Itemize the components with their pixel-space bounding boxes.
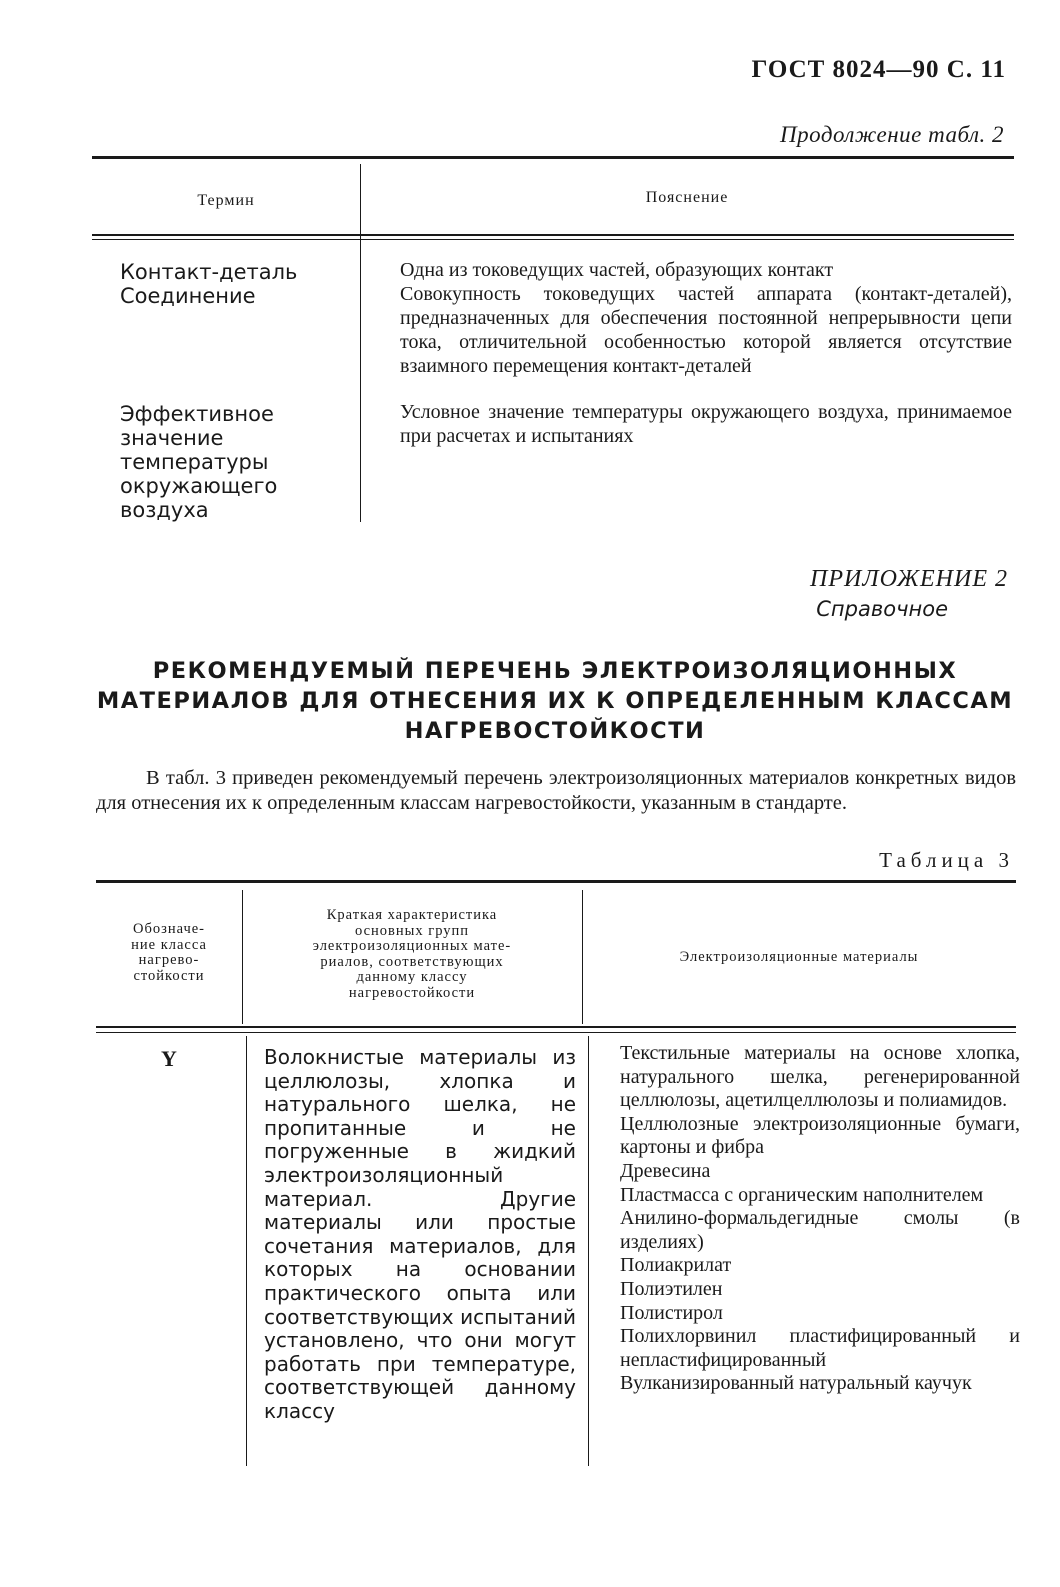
- table-3-label: Таблица 3: [879, 848, 1014, 872]
- appendix-type: Справочное: [816, 597, 948, 621]
- appendix-label: ПРИЛОЖЕНИЕ 2: [810, 566, 1008, 592]
- material-item: Полиакрилат: [620, 1254, 732, 1277]
- appendix-title-line: НАГРЕВОСТОЙКОСТИ: [404, 718, 706, 744]
- material-item: Текстильные материалы на основе хлопка, натурального шелка, регенерированной целлюлозы, ацетилцеллюлозы и полиамидов.: [620, 1042, 1020, 1112]
- description-cell: Волокнистые материалы из целлюлозы, хлопка и натурального шелка, не пропитанные и не погруженные в жидкий электроизоляционный материал. Другие материалы или простые сочетания материалов, для которых на основании практического опыта или соответствующих испытаний установлено, что они могут работать при температуре, соответствующей данному классу: [264, 1045, 576, 1423]
- appendix-title-line: МАТЕРИАЛОВ ДЛЯ ОТНЕСЕНИЯ ИХ К ОПРЕДЕЛЕННЫМ КЛАССАМ: [96, 688, 1014, 714]
- material-item: Древесина: [620, 1159, 711, 1182]
- column-header-explanation: Пояснение: [645, 189, 729, 206]
- material-item: Анилино-формальдегидные смолы (в изделиях): [620, 1207, 1020, 1253]
- column-divider: [360, 164, 361, 522]
- intro-paragraph: В табл. 3 приведен рекомендуемый перечень электроизоляционных материалов конкретных видов для отнесения их к определенным классам нагревостойкости, указанным в стандарте.: [96, 767, 1016, 814]
- table-rule: [92, 156, 1014, 159]
- table-rule: [92, 234, 1014, 236]
- table-rule: [96, 1026, 1016, 1028]
- column-divider: [588, 1036, 589, 1466]
- material-item: Полихлорвинил пластифицированный и непластифицированный: [620, 1325, 1020, 1371]
- column-header-term: Термин: [197, 192, 255, 209]
- term-cell: Контакт-деталь: [120, 260, 298, 284]
- table-3: [96, 878, 1020, 1468]
- material-item: Полистирол: [620, 1301, 723, 1324]
- column-header-description: Краткая характеристика основных групп электроизоляционных мате- риалов, соответствующих данному классу нагревостойкости: [312, 907, 512, 1001]
- table-rule: [96, 880, 1016, 883]
- column-header-class: Обозначе- ние класса нагрево- стойкости: [131, 921, 207, 984]
- term-cell: Эффективное значение температуры окружающего воздуха: [120, 402, 278, 522]
- table-2: [92, 156, 1014, 524]
- table-rule: [92, 239, 1014, 240]
- table-rule: [96, 1032, 1016, 1033]
- table-continuation-label: Продолжение табл. 2: [780, 122, 1004, 147]
- material-item: Вулканизированный натуральный каучук: [620, 1372, 972, 1395]
- material-item: Полиэтилен: [620, 1277, 723, 1300]
- class-cell: Y: [161, 1046, 177, 1071]
- explanation-cell: Совокупность токоведущих частей аппарата (контакт-деталей), предназначенных для обеспечения постоянной непрерывности цепи тока, отличительной особенностью которой является отсутствие взаимного перемещения контакт-деталей: [400, 283, 1012, 377]
- material-item: Целлюлозные электроизоляционные бумаги, картоны и фибра: [620, 1112, 1020, 1159]
- document-code: ГОСТ 8024—90 С. 11: [751, 56, 1006, 83]
- term-cell: Соединение: [120, 284, 256, 308]
- column-divider: [246, 1036, 247, 1466]
- appendix-title-line: РЕКОМЕНДУЕМЫЙ ПЕРЕЧЕНЬ ЭЛЕКТРОИЗОЛЯЦИОННЫХ: [152, 658, 958, 684]
- explanation-cell: Условное значение температуры окружающего воздуха, принимаемое при расчетах и испытаниях: [400, 401, 1012, 447]
- column-header-materials: Электроизоляционные материалы: [679, 949, 919, 965]
- explanation-cell: Одна из токоведущих частей, образующих контакт: [400, 259, 834, 281]
- material-item: Пластмасса с органическим наполнителем: [620, 1183, 984, 1206]
- materials-cell: [600, 1042, 1020, 1396]
